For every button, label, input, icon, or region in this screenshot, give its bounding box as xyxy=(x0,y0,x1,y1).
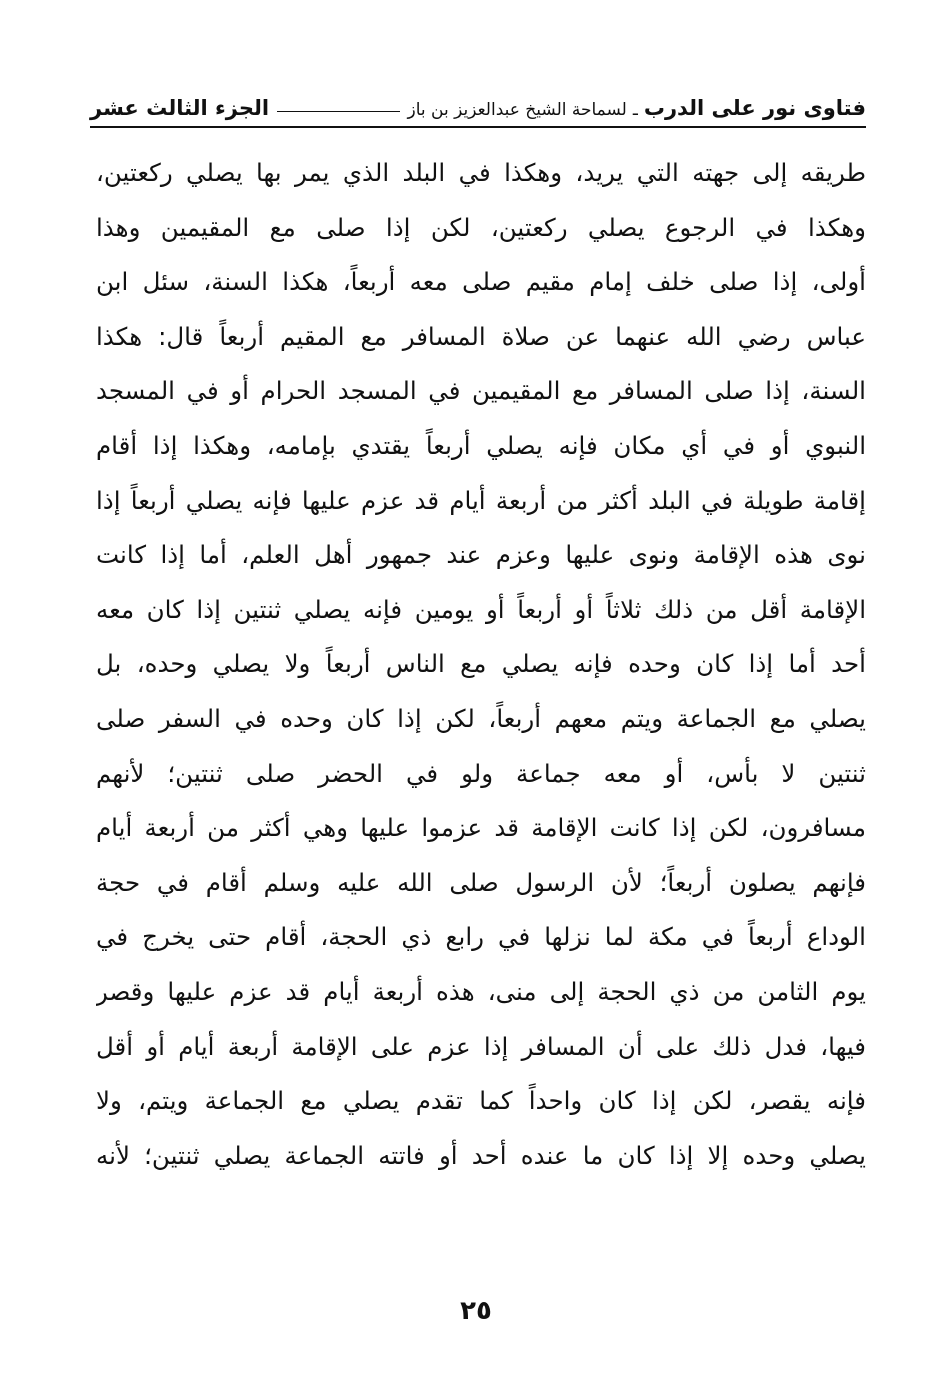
text-line: ثنتين لا بأس، أو معه جماعة ولو في الحضر صلى ثنتين؛ لأنهم xyxy=(96,758,866,788)
text-line: النبوي أو في أي مكان فإنه يصلي أربعاً يقتدي بإمامه، وهكذا إذا أقام xyxy=(96,430,866,460)
text-line: السنة، إذا صلى المسافر مع المقيمين في المسجد الحرام أو في المسجد xyxy=(96,376,866,406)
text-line: عباس رضي الله عنهما عن صلاة المسافر مع المقيم أربعاً قال: هكذا xyxy=(96,321,866,351)
running-header xyxy=(90,76,866,128)
header-volume: الجزء الثالث عشر xyxy=(90,96,270,120)
text-line: فيها، فدل ذلك على أن المسافر إذا عزم على الإقامة أربعة أيام أو أقل xyxy=(96,1031,866,1061)
header-separator: ـ xyxy=(632,100,638,120)
text-line: نوى هذه الإقامة ونوى عليها وعزم عند جمهور أهل العلم، أما إذا كانت xyxy=(96,540,866,570)
body-text xyxy=(96,146,866,1183)
header-rule xyxy=(277,111,399,112)
text-line: يصلي وحده إلا إذا كان ما عنده أحد أو فاتته الجماعة يصلي ثنتين؛ لأنه xyxy=(96,1140,866,1170)
text-line: أولى، إذا صلى خلف إمام مقيم صلى معه أربعاً، هكذا السنة، سئل ابن xyxy=(96,267,866,297)
page-number: ٢٥ xyxy=(460,1296,492,1326)
header-book-title: فتاوى نور على الدرب xyxy=(643,96,866,120)
text-line: فإنه يقصر، لكن إذا كان واحداً كما تقدم يصلي مع الجماعة ويتم، ولا xyxy=(96,1086,866,1116)
text-line: فإنهم يصلون أربعاً؛ لأن الرسول صلى الله عليه وسلم أقام في حجة xyxy=(96,867,866,897)
text-line: الإقامة أقل من ذلك ثلاثاً أو أربعاً أو يومين فإنه يصلي ثنتين إذا كان معه xyxy=(96,594,866,624)
text-line: الوداع أربعاً في مكة لما نزلها في رابع ذي الحجة، أقام حتى يخرج في xyxy=(96,922,866,952)
text-line: إقامة طويلة في البلد أكثر من أربعة أيام قد عزم عليها فإنه يصلي أربعاً إذا xyxy=(96,485,866,515)
header-author: لسماحة الشيخ عبدالعزيز بن باز xyxy=(407,100,627,120)
text-line: وهكذا في الرجوع يصلي ركعتين، لكن إذا صلى مع المقيمين وهذا xyxy=(96,212,866,242)
text-line: مسافرون، لكن إذا كانت الإقامة قد عزموا عليها وهي أكثر من أربعة أيام xyxy=(96,813,866,843)
text-line: طريقه إلى جهته التي يريد، وهكذا في البلد الذي يمر بها يصلي ركعتين، xyxy=(96,158,866,187)
text-line: يصلي مع الجماعة ويتم معهم أربعاً، لكن إذا كان وحده في السفر صلى xyxy=(96,703,866,733)
text-line: أحد أما إذا كان وحده فإنه يصلي مع الناس أربعاً ولا يصلي وحده، بل xyxy=(96,649,866,679)
text-line: يوم الثامن من ذي الحجة إلى منى، هذه أربعة أيام قد عزم عليها وقصر xyxy=(96,976,866,1006)
